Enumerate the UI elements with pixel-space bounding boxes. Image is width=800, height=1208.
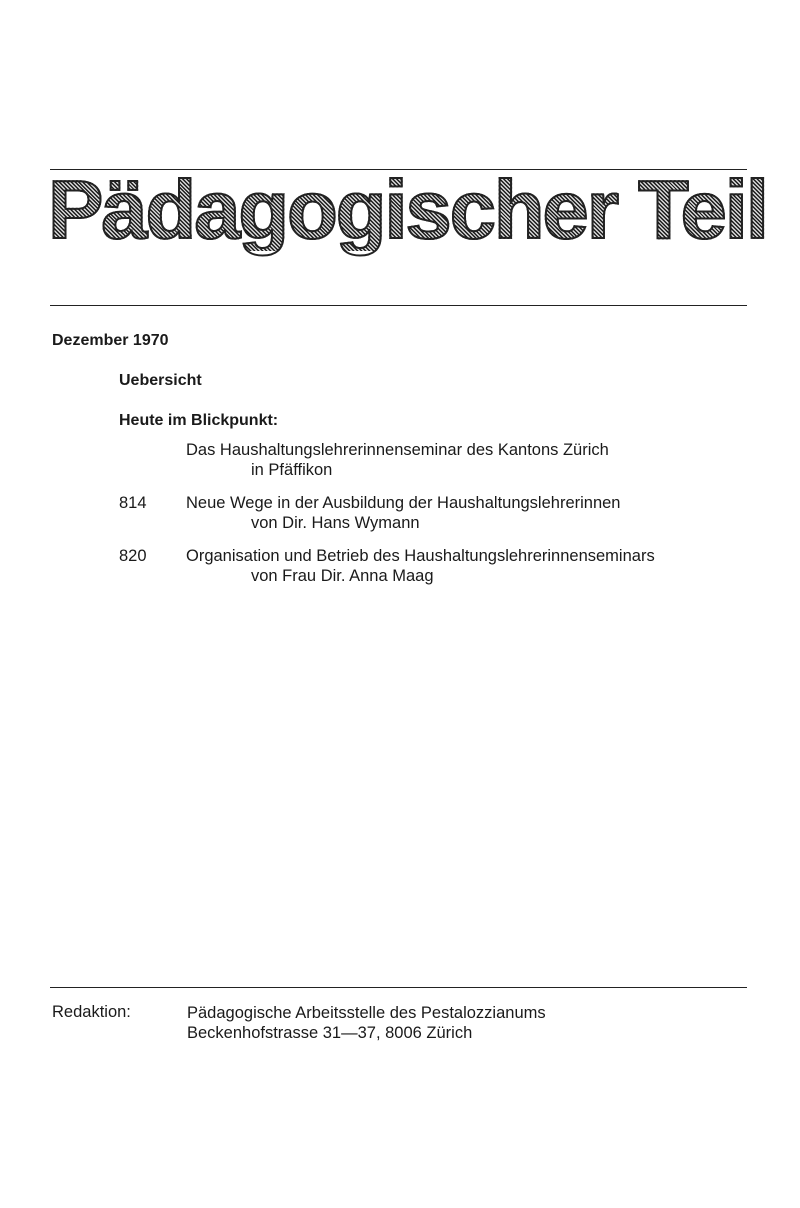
- toc-subtitle: in Pfäffikon: [251, 461, 333, 479]
- toc-title: Neue Wege in der Ausbildung der Haushaltungslehrerinnen: [186, 494, 621, 512]
- toc-subtitle: von Frau Dir. Anna Maag: [251, 567, 434, 585]
- toc-page-number: 820: [119, 547, 147, 565]
- toc-title: Organisation und Betrieb des Haushaltungslehrerinnenseminars: [186, 547, 655, 565]
- middle-rule: [50, 305, 747, 306]
- table-of-contents: [0, 440, 800, 599]
- toc-subtitle: von Dir. Hans Wymann: [251, 514, 420, 532]
- toc-page-number: 814: [119, 494, 147, 512]
- footer-label: Redaktion:: [52, 1003, 131, 1021]
- toc-entry: [0, 440, 800, 480]
- page-title: Pädagogischer Teil: [48, 163, 767, 256]
- toc-title: Das Haushaltungslehrerinnenseminar des Kantons Zürich: [186, 441, 609, 459]
- toc-entry: [0, 493, 800, 533]
- bottom-rule: [50, 987, 747, 988]
- issue-date: Dezember 1970: [52, 332, 169, 349]
- spotlight-heading: Heute im Blickpunkt:: [119, 412, 279, 429]
- toc-entry: [0, 546, 800, 586]
- footer-line: Pädagogische Arbeitsstelle des Pestalozzianums: [187, 1004, 546, 1022]
- overview-heading: Uebersicht: [119, 372, 202, 389]
- footer-address: [187, 1003, 546, 1043]
- footer-line: Beckenhofstrasse 31—37, 8006 Zürich: [187, 1024, 473, 1042]
